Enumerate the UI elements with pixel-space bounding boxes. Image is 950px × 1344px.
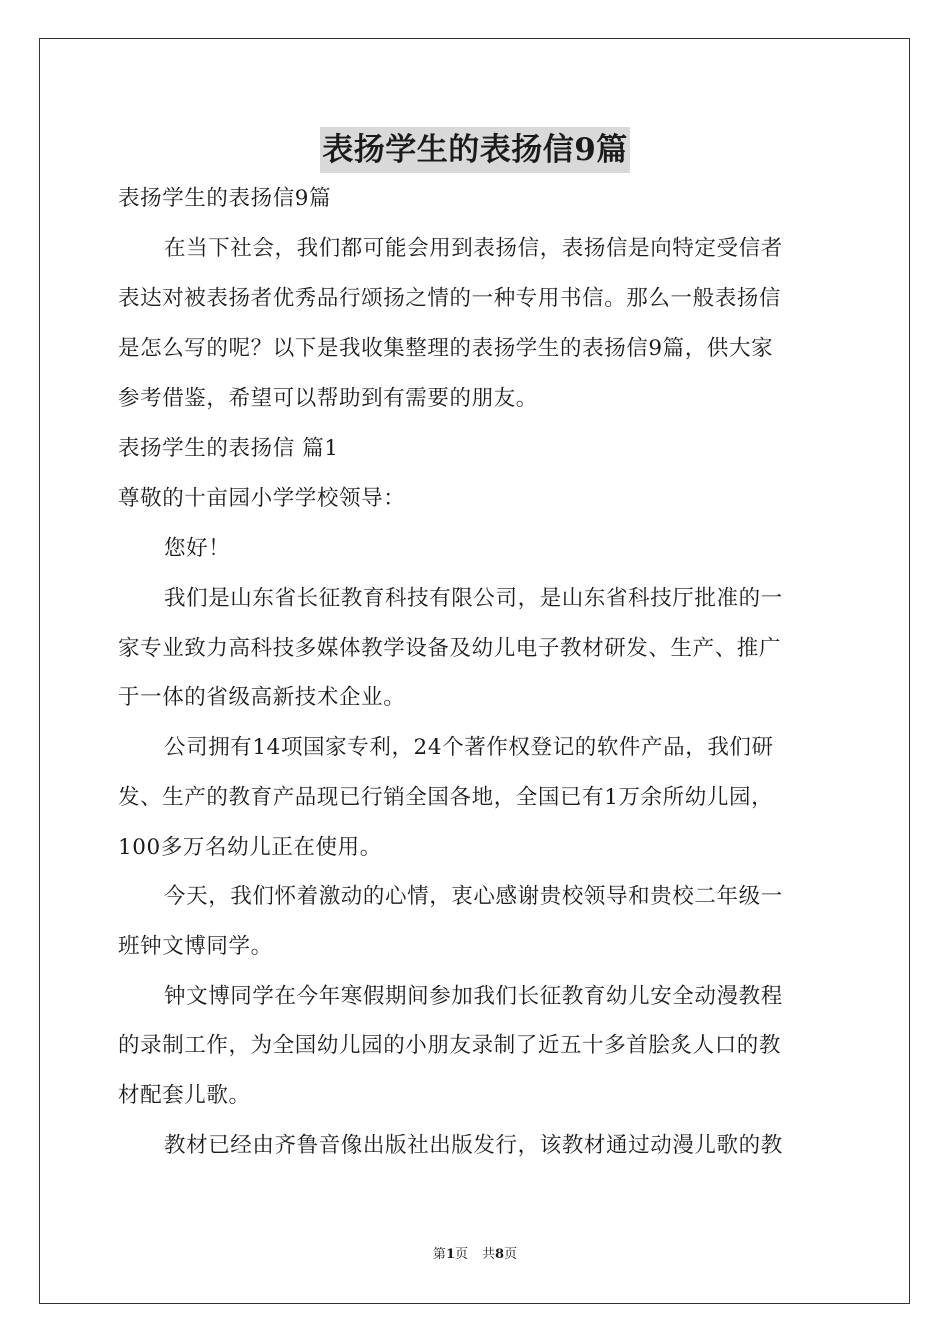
paragraph-line: 班钟文博同学。 <box>118 934 273 959</box>
paragraph-line: 在当下社会，我们都可能会用到表扬信，表扬信是向特定受信者 <box>164 236 783 261</box>
page-footer <box>0 1246 950 1264</box>
total-label-suffix: 页 <box>504 1247 518 1262</box>
paragraph-line: 发、生产的教育产品现已行销全国各地，全国已有1万余所幼儿园， <box>118 785 774 810</box>
paragraph-line: 表达对被表扬者优秀品行颂扬之情的一种专用书信。那么一般表扬信 <box>118 286 782 311</box>
paragraph-line: 是怎么写的呢？以下是我收集整理的表扬学生的表扬信9篇，供大家 <box>118 336 774 361</box>
paragraph-line: 钟文博同学在今年寒假期间参加我们长征教育幼儿安全动漫教程 <box>164 984 783 1009</box>
paragraph-line: 的录制工作，为全国幼儿园的小朋友录制了近五十多首脍炙人口的教 <box>118 1033 782 1058</box>
paragraph-line: 于一体的省级高新技术企业。 <box>118 685 406 710</box>
paragraph-line: 公司拥有14项国家专利，24个著作权登记的软件产品，我们研 <box>164 735 774 760</box>
page-border <box>39 38 910 1304</box>
section-heading: 表扬学生的表扬信 篇1 <box>118 436 339 461</box>
total-label-prefix: 共 <box>482 1247 496 1262</box>
document-title: 表扬学生的表扬信9篇 <box>320 127 630 173</box>
salutation: 尊敬的十亩园小学学校领导： <box>118 486 406 511</box>
paragraph-line: 100多万名幼儿正在使用。 <box>118 835 382 860</box>
subtitle-line: 表扬学生的表扬信9篇 <box>118 186 332 211</box>
paragraph-line: 参考借鉴，希望可以帮助到有需要的朋友。 <box>118 386 538 411</box>
paragraph-line: 材配套儿歌。 <box>118 1083 251 1108</box>
page-number: 1 <box>445 1247 455 1262</box>
greeting: 您好！ <box>164 536 231 561</box>
page-label-suffix: 页 <box>454 1247 468 1262</box>
paragraph-line: 我们是山东省长征教育科技有限公司，是山东省科技厅批准的一 <box>164 586 783 611</box>
total-pages: 8 <box>495 1247 505 1262</box>
paragraph-line: 今天，我们怀着激动的心情，衷心感谢贵校领导和贵校二年级一 <box>164 884 783 909</box>
title-container <box>0 127 950 173</box>
page-label-prefix: 第 <box>432 1247 446 1262</box>
paragraph-line: 家专业致力高科技多媒体教学设备及幼儿电子教材研发、生产、推广 <box>118 636 782 661</box>
paragraph-line: 教材已经由齐鲁音像出版社出版发行，该教材通过动漫儿歌的教 <box>164 1133 783 1158</box>
